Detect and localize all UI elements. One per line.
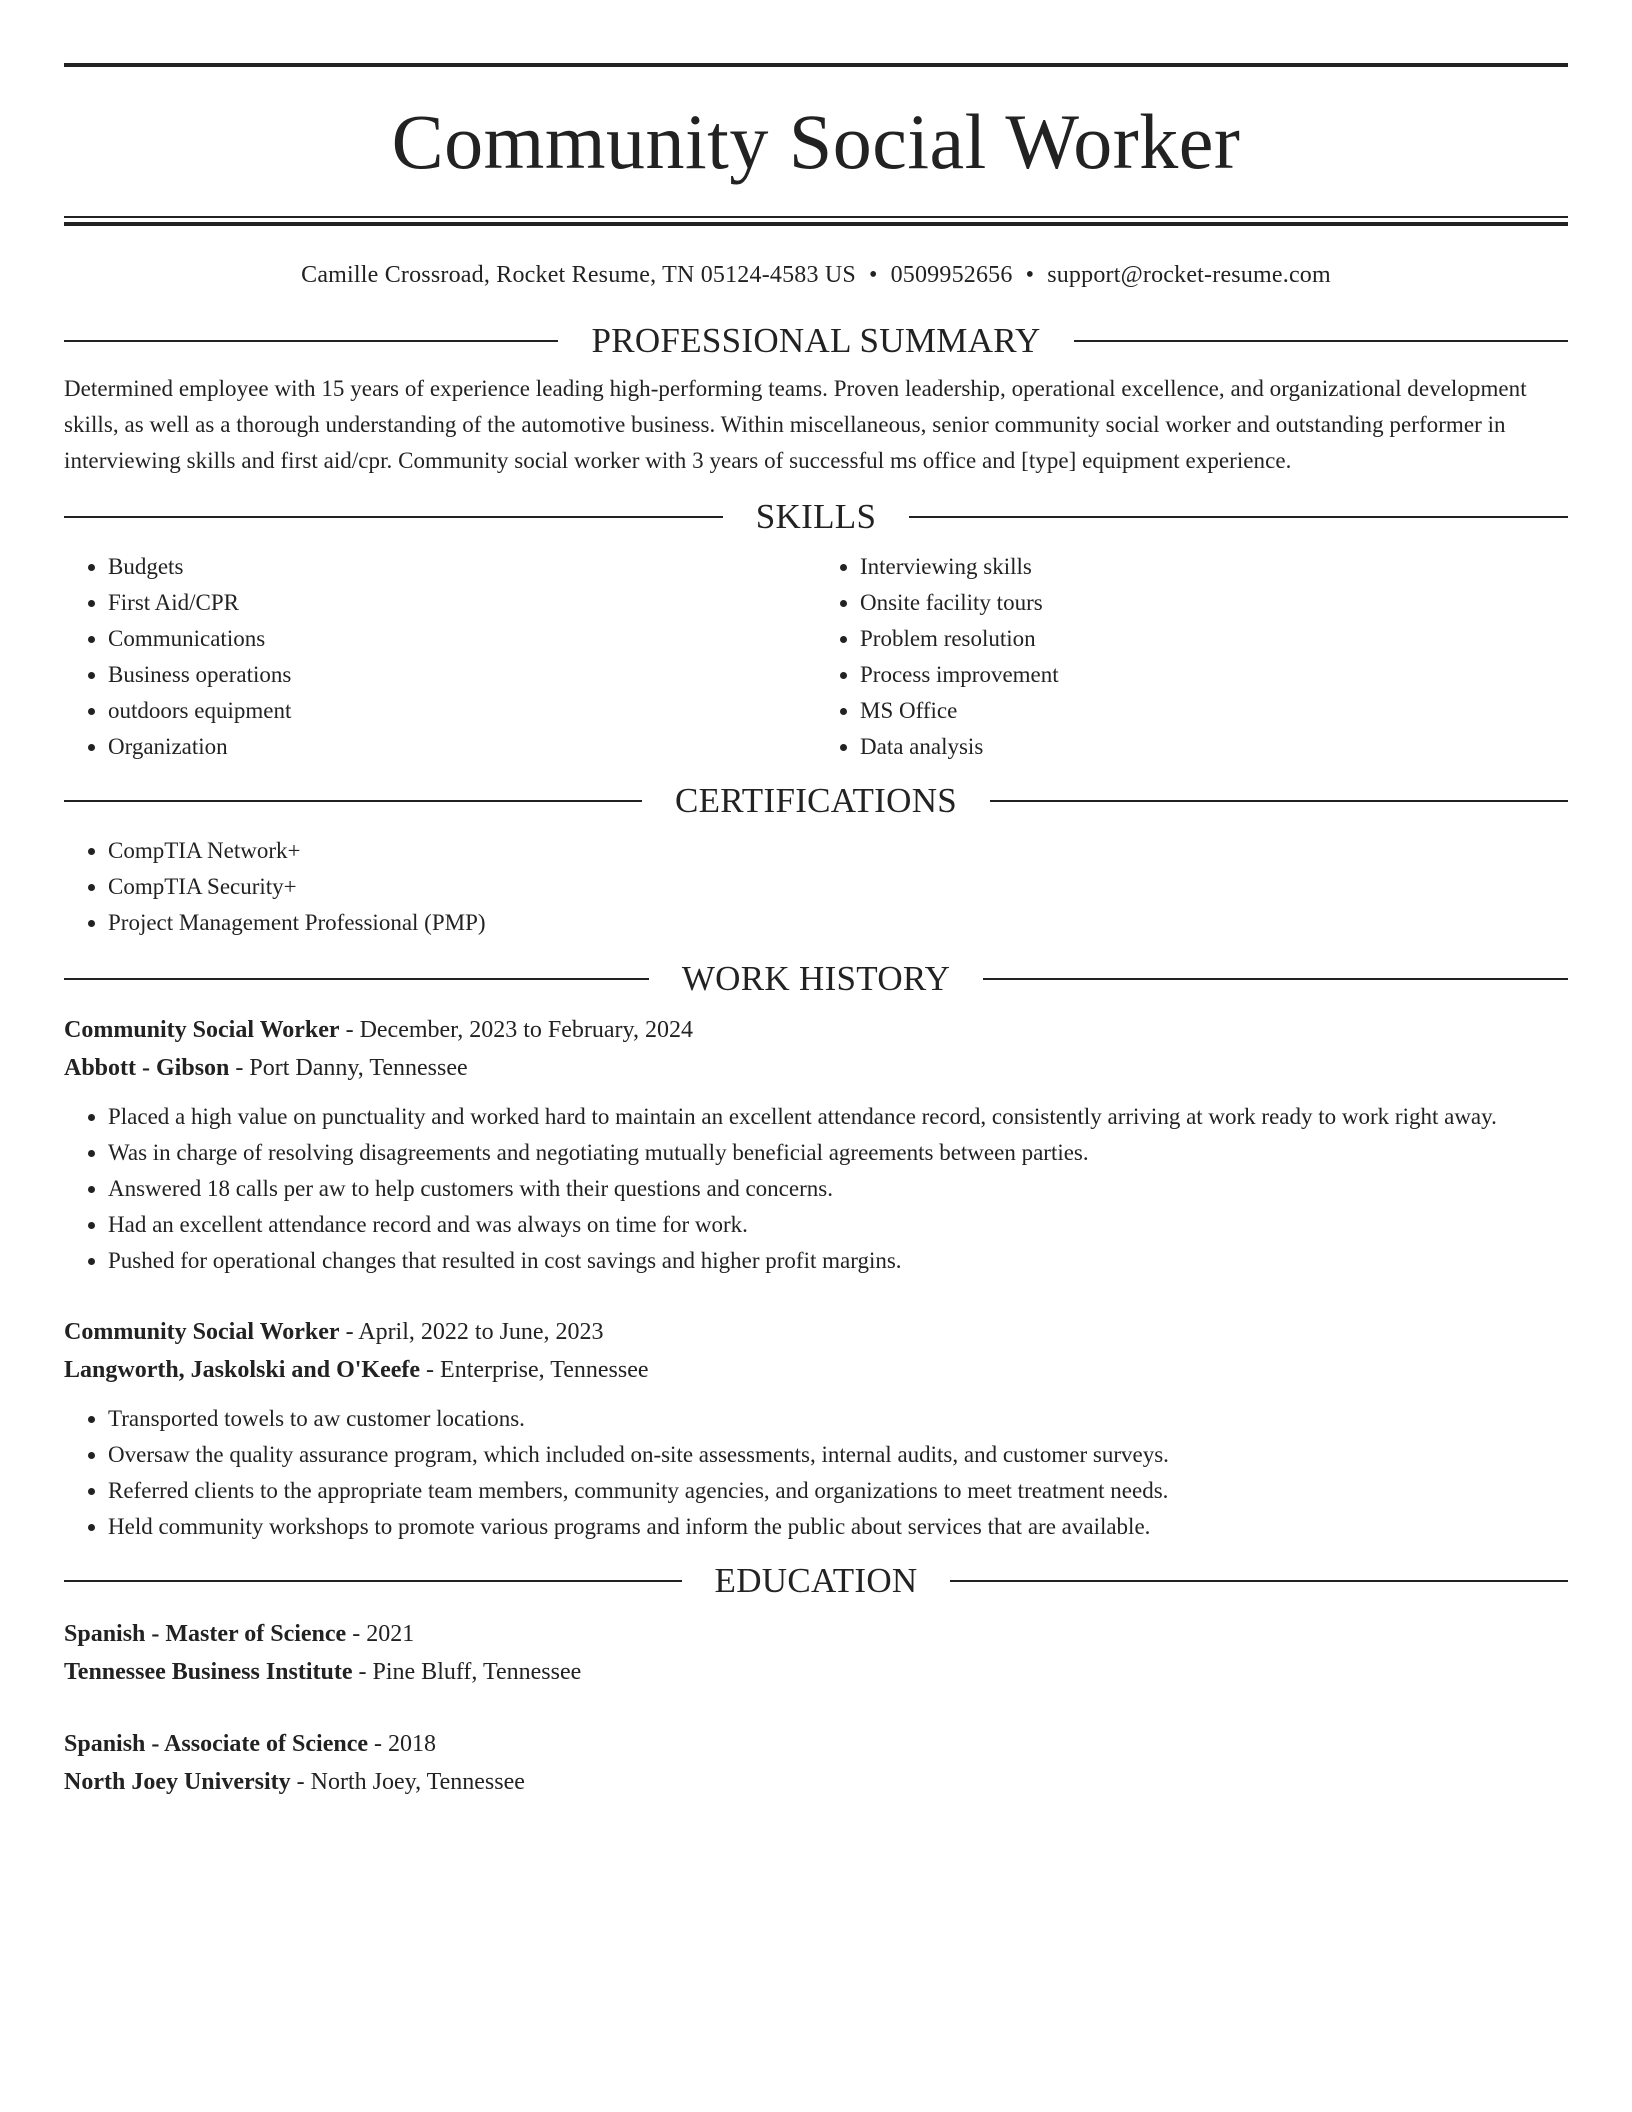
job-bullet: • Answered 18 calls per aw to help customers with their questions and concerns. xyxy=(108,1171,1568,1207)
job-employer-line xyxy=(64,1049,1568,1087)
job-bullet: • Had an excellent attendance record and was always on time for work. xyxy=(108,1207,1568,1243)
job-role: Community Social Worker xyxy=(64,1017,340,1043)
heading-rule-right xyxy=(983,978,1568,980)
education-entry xyxy=(64,1725,1568,1801)
education-section-heading xyxy=(64,1561,1568,1601)
education-heading-label: EDUCATION xyxy=(714,1561,918,1600)
job-bullets xyxy=(64,1401,1568,1545)
heading-rule-right xyxy=(990,800,1568,802)
skill-item: • Organization xyxy=(108,729,816,765)
certifications-section-heading xyxy=(64,781,1568,821)
job-title-line xyxy=(64,1011,1568,1049)
education-entry xyxy=(64,1615,1568,1691)
skill-item: • Business operations xyxy=(108,657,816,693)
education-year: 2021 xyxy=(366,1621,415,1647)
resume-title: Community Social Worker xyxy=(391,98,1241,185)
skill-item: • Problem resolution xyxy=(860,621,1568,657)
job-bullet: • Transported towels to aw customer locations. xyxy=(108,1401,1568,1437)
skills-section-heading xyxy=(64,497,1568,537)
work-entry xyxy=(64,1011,1568,1279)
job-dates: December, 2023 to February, 2024 xyxy=(359,1017,693,1043)
job-bullet: • Pushed for operational changes that resulted in cost savings and higher profit margins. xyxy=(108,1243,1568,1279)
skills-column-left xyxy=(64,549,816,765)
title-double-rule xyxy=(64,216,1568,226)
education-degree-line xyxy=(64,1615,1568,1653)
skills-heading-label: SKILLS xyxy=(755,497,877,536)
joiner: - xyxy=(229,1055,250,1081)
job-employer-line xyxy=(64,1351,1568,1389)
job-employer: Abbott - Gibson xyxy=(64,1055,230,1081)
heading-rule-left xyxy=(64,1580,682,1582)
heading-rule-right xyxy=(1074,340,1568,342)
skills-columns xyxy=(64,549,1568,765)
certification-item: • CompTIA Security+ xyxy=(108,869,1568,905)
job-title-line xyxy=(64,1313,1568,1351)
heading-rule-left xyxy=(64,516,723,518)
certification-item: • CompTIA Network+ xyxy=(108,833,1568,869)
heading-rule-left xyxy=(64,978,649,980)
work-heading-label: WORK HISTORY xyxy=(681,959,951,998)
education-degree: Spanish - Master of Science xyxy=(64,1621,347,1647)
education-school-line xyxy=(64,1763,1568,1801)
job-bullets xyxy=(64,1099,1568,1279)
contact-separator: • xyxy=(1025,262,1035,288)
joiner: - xyxy=(290,1769,311,1795)
job-bullet: • Held community workshops to promote various programs and inform the public about services that are available. xyxy=(108,1509,1568,1545)
skill-item: • Communications xyxy=(108,621,816,657)
certifications-heading-label: CERTIFICATIONS xyxy=(674,781,958,820)
summary-heading-label: PROFESSIONAL SUMMARY xyxy=(591,321,1041,360)
joiner: - xyxy=(368,1731,389,1757)
skill-item: • Interviewing skills xyxy=(860,549,1568,585)
contact-separator: • xyxy=(868,262,878,288)
summary-section-heading xyxy=(64,321,1568,361)
heading-rule-right xyxy=(909,516,1568,518)
contact-phone: 0509952656 xyxy=(890,262,1013,288)
job-bullet: • Was in charge of resolving disagreements and negotiating mutually beneficial agreements between parties. xyxy=(108,1135,1568,1171)
skill-item: • Onsite facility tours xyxy=(860,585,1568,621)
education-location: Pine Bluff, Tennessee xyxy=(372,1659,582,1685)
joiner: - xyxy=(346,1621,367,1647)
job-role: Community Social Worker xyxy=(64,1319,340,1345)
joiner: - xyxy=(339,1017,360,1043)
education-degree: Spanish - Associate of Science xyxy=(64,1731,369,1757)
skill-item: • Data analysis xyxy=(860,729,1568,765)
skill-item: • MS Office xyxy=(860,693,1568,729)
job-bullet: • Placed a high value on punctuality and worked hard to maintain an excellent attendance record, consistently arriving at work ready to work right away. xyxy=(108,1099,1568,1135)
work-section-heading xyxy=(64,959,1568,999)
job-location: Port Danny, Tennessee xyxy=(249,1055,468,1081)
education-year: 2018 xyxy=(388,1731,437,1757)
skill-item: • Process improvement xyxy=(860,657,1568,693)
certifications-list xyxy=(64,833,1568,941)
education-location: North Joey, Tennessee xyxy=(310,1769,525,1795)
education-school-line xyxy=(64,1653,1568,1691)
skills-list-right xyxy=(816,549,1568,765)
job-employer: Langworth, Jaskolski and O'Keefe xyxy=(64,1357,421,1383)
contact-address: Camille Crossroad, Rocket Resume, TN 05124-4583 US xyxy=(301,262,856,288)
contact-line xyxy=(64,260,1568,290)
joiner: - xyxy=(420,1357,441,1383)
skills-column-right xyxy=(816,549,1568,765)
job-bullet: • Oversaw the quality assurance program, which included on-site assessments, internal audits, and customer surveys. xyxy=(108,1437,1568,1473)
summary-paragraph: Determined employee with 15 years of experience leading high-performing teams. Proven leadership, operational excellence, and organizational development skills, as well as a thorough understanding of the automotive business. Within miscellaneous, senior community social worker and outstanding performer in interviewing skills and first aid/cpr. Community social worker with 3 years of successful ms office and [type] equipment experience. xyxy=(64,376,1527,473)
heading-rule-right xyxy=(950,1580,1568,1582)
skills-list-left xyxy=(64,549,816,765)
education-degree-line xyxy=(64,1725,1568,1763)
heading-rule-left xyxy=(64,340,558,342)
joiner: - xyxy=(352,1659,373,1685)
skill-item: • Budgets xyxy=(108,549,816,585)
heading-rule-left xyxy=(64,800,642,802)
contact-email[interactable]: support@rocket-resume.com xyxy=(1047,262,1331,288)
job-location: Enterprise, Tennessee xyxy=(440,1357,649,1383)
skill-item: • outdoors equipment xyxy=(108,693,816,729)
education-school: North Joey University xyxy=(64,1769,291,1795)
joiner: - xyxy=(339,1319,359,1345)
job-bullet: • Referred clients to the appropriate team members, community agencies, and organizations to meet treatment needs. xyxy=(108,1473,1568,1509)
certification-item: • Project Management Professional (PMP) xyxy=(108,905,1568,941)
skill-item: • First Aid/CPR xyxy=(108,585,816,621)
work-entry xyxy=(64,1313,1568,1545)
job-dates: April, 2022 to June, 2023 xyxy=(358,1319,604,1345)
education-school: Tennessee Business Institute xyxy=(64,1659,353,1685)
